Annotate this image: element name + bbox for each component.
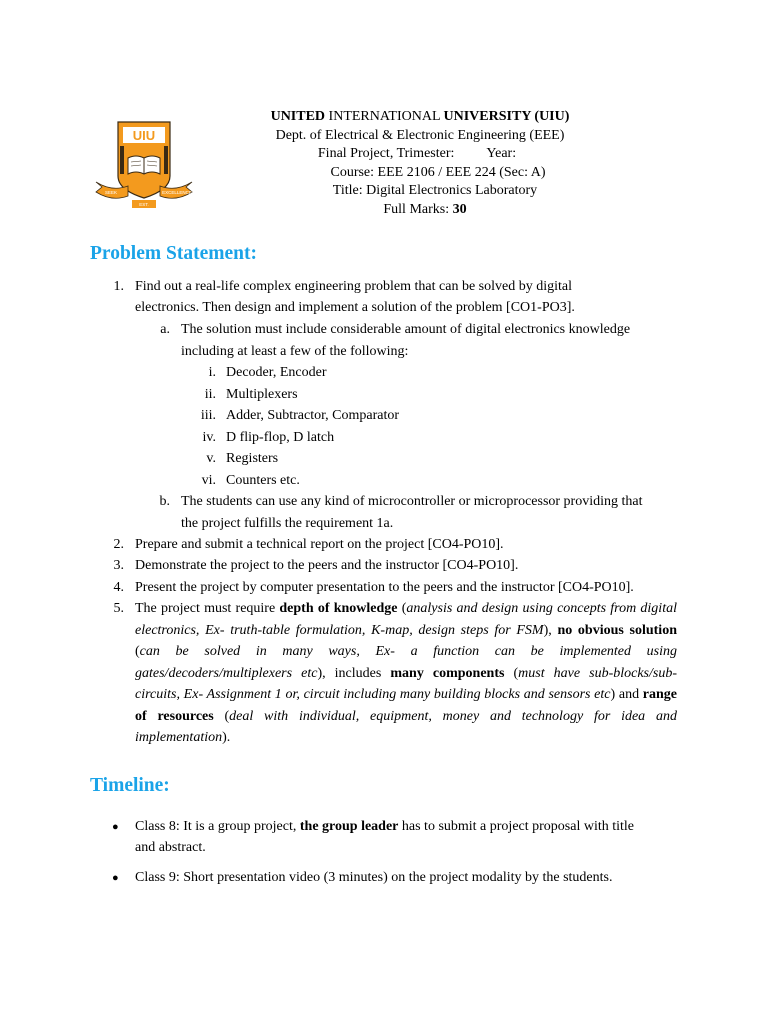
timeline-class-8-line-1: Class 8: It is a group project, the group leader has to submit a project proposal with title (135, 819, 635, 834)
item-5-number: 5. (113, 601, 124, 616)
sub-item-number: vi. (201, 473, 216, 488)
item-3-text: Demonstrate the project to the peers and the instructor [CO4-PO10]. (135, 558, 519, 573)
item-1a-line-2: including at least a few of the following: (181, 344, 409, 359)
sub-item-text: Registers (226, 451, 279, 466)
item-1-number: 1. (113, 279, 124, 294)
item-4-number: 4. (113, 580, 124, 595)
sub-item-number: v. (206, 451, 216, 466)
bullet-icon: ● (112, 821, 119, 833)
document-header (230, 108, 610, 220)
sub-item-number: iii. (200, 408, 216, 423)
header-department: Dept. of Electrical & Electronic Engineering (EEE) (275, 127, 565, 143)
bullet-icon: ● (112, 872, 119, 884)
item-5-text: The project must require depth of knowledge (analysis and design using concepts from digital electronics, Ex- truth-table formulation, K-map, design steps for FSM), no obvious solution (can be solved in many ways, Ex- a function can be implemented using gates/decoders/multiplexers etc), includes many components (must have sub-blocks/sub-circuits, Ex- Assignment 1 or, circuit including many building blocks and sensors etc) and range of resources (deal with individual, equipment, money and technology for idea and implementation). (135, 601, 677, 745)
logo-ribbon-right: EXCELLENCE (162, 190, 192, 195)
item-4-text: Present the project by computer presentation to the peers and the instructor [CO4-PO10]. (135, 580, 634, 595)
sub-item-text: Decoder, Encoder (226, 365, 327, 380)
item-1b-label: b. (159, 494, 170, 509)
sub-item-text: Adder, Subtractor, Comparator (226, 408, 400, 423)
item-1-line-2: electronics. Then design and implement a solution of the problem [CO1-PO3]. (135, 300, 575, 315)
header-university: UNITED INTERNATIONAL UNIVERSITY (UIU) (270, 109, 570, 124)
header-course: Course: EEE 2106 / EEE 224 (Sec: A) (330, 164, 546, 180)
header-project-line: Final Project, Trimester: Year: (317, 146, 517, 162)
sub-item-number: i. (208, 365, 216, 380)
timeline-heading: Timeline: (90, 775, 170, 796)
sub-item-text: D flip-flop, D latch (226, 430, 335, 445)
logo-est: EST. (139, 202, 149, 207)
item-1b-line-2: the project fulfills the requirement 1a. (181, 516, 394, 531)
item-1b-line-1: The students can use any kind of microcontroller or microprocessor providing that (181, 494, 643, 509)
item-1a-line-1: The solution must include considerable amount of digital electronics knowledge (181, 322, 631, 337)
item-3-number: 3. (113, 558, 124, 573)
item-2-number: 2. (113, 537, 124, 552)
header-full-marks: Full Marks: 30 (383, 201, 467, 217)
timeline-class-9: Class 9: Short presentation video (3 minutes) on the project modality by the students. (135, 870, 613, 885)
item-1-line-1: Find out a real-life complex engineering problem that can be solved by digital (135, 279, 572, 294)
sub-item-number: ii. (204, 387, 216, 402)
sub-item-number: iv. (202, 430, 216, 445)
timeline-class-8-line-2: and abstract. (135, 840, 206, 855)
university-logo (92, 118, 196, 214)
sub-item-text: Counters etc. (226, 473, 300, 488)
item-1a-label: a. (160, 322, 170, 337)
item-2-text: Prepare and submit a technical report on the project [CO4-PO10]. (135, 537, 504, 552)
sub-item-text: Multiplexers (226, 387, 298, 402)
header-title: Title: Digital Electronics Laboratory (332, 183, 538, 199)
logo-letters: UIU (132, 128, 156, 143)
logo-ribbon-left: SEEK (104, 190, 118, 195)
problem-statement-heading: Problem Statement: (90, 243, 257, 264)
